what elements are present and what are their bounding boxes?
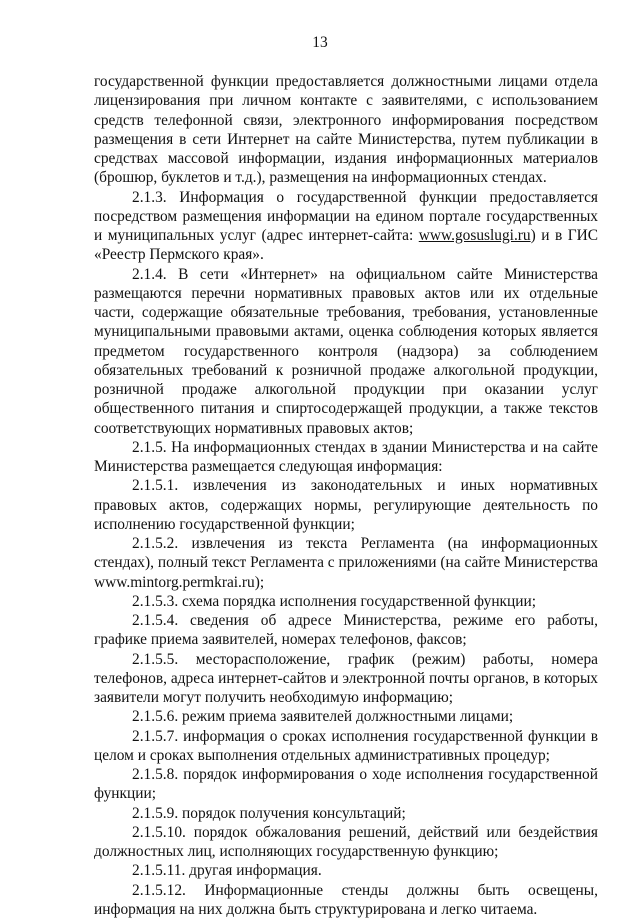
paragraph-2-1-5-12: 2.1.5.12. Информационные стенды должны быть освещены, информация на них должна быть структурирована и легко читаема. [94, 881, 598, 919]
paragraph-2-1-5-8: 2.1.5.8. порядок информирования о ходе исполнения государственной функции; [94, 765, 598, 804]
paragraph-2-1-5-7: 2.1.5.7. информация о сроках исполнения государственной функции в целом и сроках выполнения отдельных административных процедур; [94, 727, 598, 766]
paragraph-2-1-3 [94, 188, 598, 265]
paragraph-2-1-5-2: 2.1.5.2. извлечения из текста Регламента (на информационных стендах), полный текст Регламента с приложениями (на сайте Министерства www.mintorg.permkrai.ru); [94, 534, 598, 592]
paragraph-2-1-4: 2.1.4. В сети «Интернет» на официальном сайте Министерства размещаются перечни нормативных правовых актов или их отдельные части, содержащие обязательные требования, требования, установленные муниципальными правовыми актами, оценка соблюдения которых является предметом государственного контроля (надзора) за соблюдением обязательных требований к розничной продаже алкогольной продукции, розничной продаже алкогольной продукции при оказании услуг общественного питания и спиртосодержащей продукции, а также текстов соответствующих нормативных правовых актов; [94, 265, 598, 438]
paragraph-2-1-5: 2.1.5. На информационных стендах в здании Министерства и на сайте Министерства размещается следующая информация: [94, 438, 598, 477]
paragraph-2-1-5-3: 2.1.5.3. схема порядка исполнения государственной функции; [94, 592, 598, 611]
paragraph-2-1-5-9: 2.1.5.9. порядок получения консультаций; [94, 804, 598, 823]
paragraph-2-1-5-4: 2.1.5.4. сведения об адресе Министерства, режиме его работы, графике приема заявителей, номерах телефонов, факсов; [94, 611, 598, 650]
paragraph-2-1-3-text-end: ) и в ГИС «Реестр Пермского края». [94, 227, 598, 263]
paragraph-2-1-5-5: 2.1.5.5. месторасположение, график (режим) работы, номера телефонов, адреса интернет-сайтов и электронной почты органов, в которых заявители могут получить необходимую информацию; [94, 650, 598, 708]
gosuslugi-link[interactable]: www.gosuslugi.ru [419, 227, 531, 244]
paragraph-2-1-3-text-start: 2.1.3. Информация о государственной функции предоставляется посредством размещения информации на едином портале государственных и муниципальных услуг (адрес интернет-сайта: [94, 189, 598, 245]
page-number: 13 [0, 34, 640, 52]
document-body [94, 72, 598, 919]
paragraph-2-1-5-11: 2.1.5.11. другая информация. [94, 861, 598, 880]
paragraph-continuation: государственной функции предоставляется должностными лицами отдела лицензирования при личном контакте с заявителями, с использованием средств телефонной связи, электронного информирования посредством размещения в сети Интернет на сайте Министерства, путем публикации в средствах массовой информации, издания информационных материалов (брошюр, буклетов и т.д.), размещения на информационных стендах. [94, 72, 598, 188]
paragraph-2-1-5-10: 2.1.5.10. порядок обжалования решений, действий или бездействия должностных лиц, исполняющих государственную функцию; [94, 823, 598, 862]
paragraph-2-1-5-1: 2.1.5.1. извлечения из законодательных и иных нормативных правовых актов, содержащих нормы, регулирующие деятельность по исполнению государственной функции; [94, 476, 598, 534]
paragraph-2-1-5-6: 2.1.5.6. режим приема заявителей должностными лицами; [94, 707, 598, 726]
